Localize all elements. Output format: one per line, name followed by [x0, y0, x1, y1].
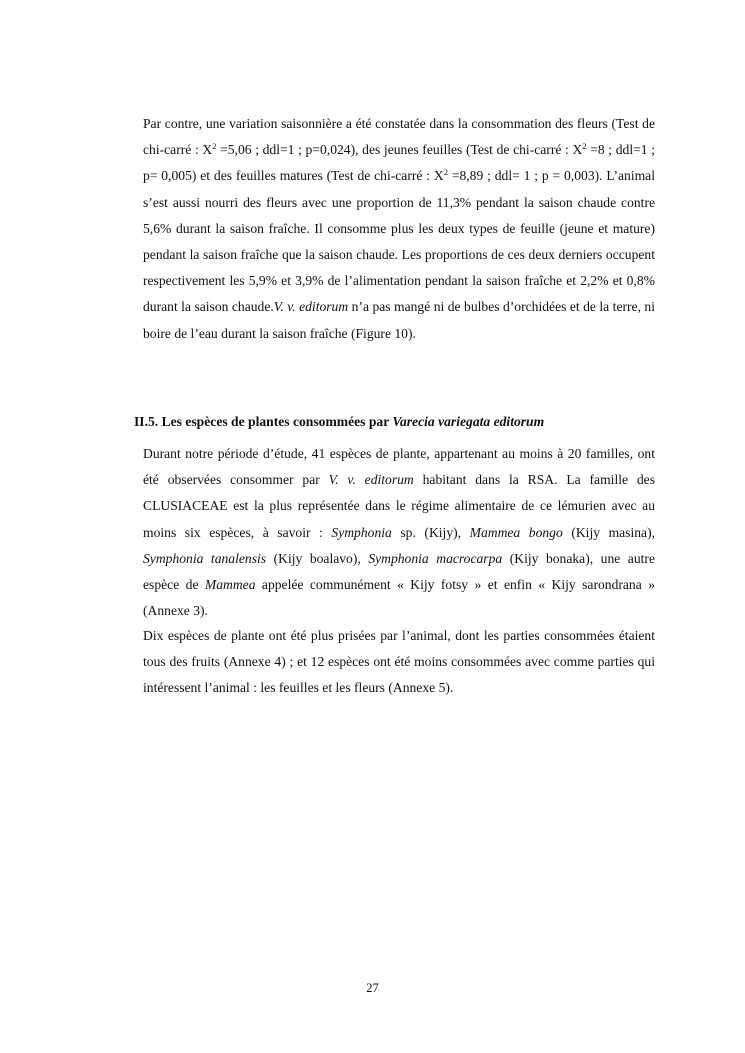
page-number: 27: [366, 981, 379, 995]
paragraph-species-consumed: [143, 441, 655, 624]
paragraph-preferred-species: Dix espèces de plante ont été plus prisées par l’animal, dont les parties consommées étaient tous des fruits (Annexe 4) ; et 12 espèces ont été moins consommées avec comme parties qui intéressent l’animal : les feuilles et les fleurs (Annexe 5).: [143, 628, 655, 696]
species-name: Mammea: [204, 577, 256, 593]
superscript: 2: [582, 141, 587, 152]
text-run: sp. (Kijy),: [391, 524, 470, 540]
text-run: (Kijy masina),: [562, 524, 656, 540]
superscript: 2: [212, 141, 217, 152]
species-name: V. v. editorum: [328, 472, 414, 488]
text-run: (Kijy boalavo),: [266, 550, 369, 566]
text-run: =8 ; ddl=1 ; p= 0,005) et des feuilles matures (Test de chi-carré : X: [143, 142, 655, 184]
superscript: 2: [443, 167, 448, 178]
heading-text: II.5. Les espèces de plantes consommées par: [134, 414, 393, 429]
text-run: habitant dans la RSA. La famille des CLUSIACEAE est la plus représentée dans le régime alimentaire de ce lémurien avec au moins six espèces, à savoir :: [143, 472, 655, 540]
species-name: Symphonia macrocarpa: [368, 550, 503, 566]
text-run: =8,89 ; ddl= 1 ; p = 0,003). L’animal s’est aussi nourri des fleurs avec une proportion de 11,3% pendant la saison chaude contre 5,6% durant la saison fraîche. Il consomme plus les deux types de feuille (jeune et mature) pendant la saison fraîche que la saison chaude. Les proportions de ces deux derniers occupent respectivement les 5,9% et 3,9% de l’alimentation pendant la saison fraîche et 2,2% et 0,8% durant la saison chaude.: [143, 168, 655, 315]
text-run: (Kijy bonaka), une autre espèce de: [143, 550, 655, 593]
species-name: Mammea bongo: [469, 524, 563, 540]
text-run: appelée communément « Kijy fotsy » et enfin « Kijy sarondrana » (Annexe 3).: [143, 577, 655, 619]
section-heading: [134, 409, 694, 435]
text-run: n’a pas mangé ni de bulbes d’orchidées et de la terre, ni boire de l’eau durant la saison fraîche (Figure 10).: [143, 299, 655, 341]
species-name: Symphonia: [331, 524, 392, 540]
species-name: Symphonia tanalensis: [143, 550, 267, 566]
species-name: V. v. editorum: [273, 299, 349, 315]
paragraph-seasonal-variation: [143, 111, 655, 347]
text-run: Par contre, une variation saisonnière a été constatée dans la consommation des fleurs (Test de chi-carré : X: [143, 116, 655, 158]
text-run: Durant notre période d’étude, 41 espèces de plante, appartenant au moins à 20 familles, ont été observées consommer par: [143, 446, 655, 488]
text-run: =5,06 ; ddl=1 ; p=0,024), des jeunes feuilles (Test de chi-carré : X: [216, 142, 583, 158]
heading-species-name: Varecia variegata editorum: [392, 414, 545, 429]
